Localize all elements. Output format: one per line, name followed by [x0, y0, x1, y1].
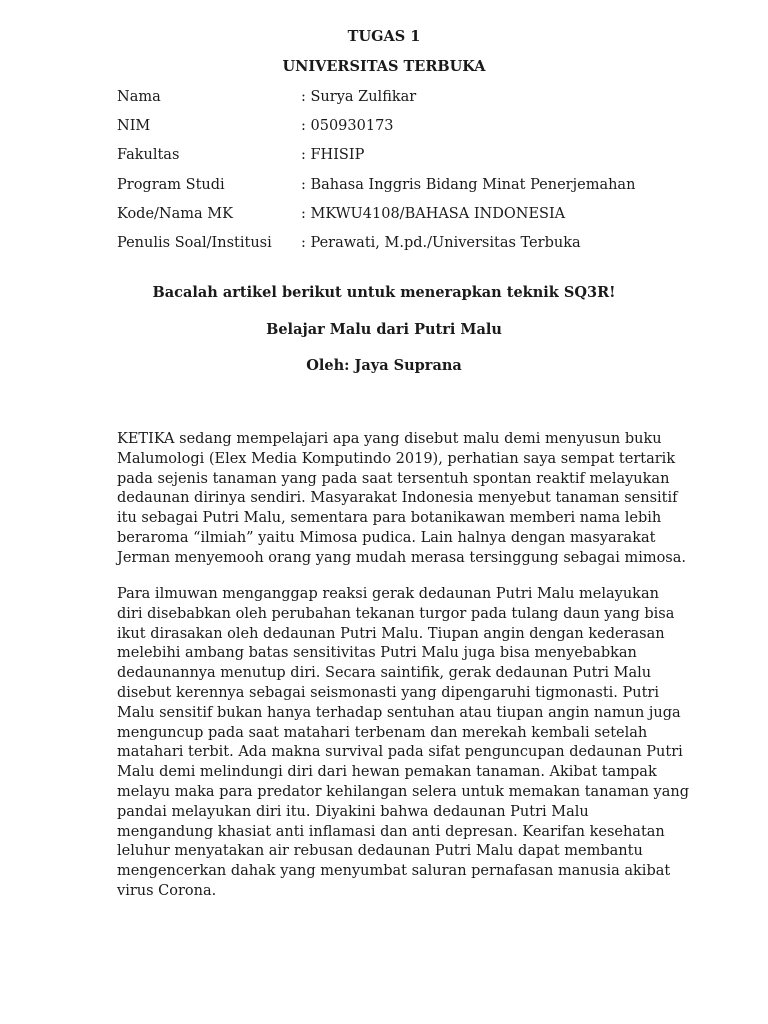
info-label: Program Studi [117, 177, 225, 193]
text-line: melebihi ambang batas sensitivitas Putri Malu juga bisa menyebabkan [117, 645, 637, 662]
text-line: Jerman menyemooh orang yang mudah merasa tersinggung sebagai mimosa. [117, 549, 687, 566]
article-title: Belajar Malu dari Putri Malu [266, 321, 502, 338]
text-line: dedaunan dirinya sendiri. Masyarakat Indonesia menyebut tanaman sensitif [117, 490, 678, 507]
text-line: Malu sensitif bukan hanya terhadap sentuhan atau tiupan angin namun juga [117, 704, 681, 721]
university-name: UNIVERSITAS TERBUKA [282, 58, 486, 75]
info-row-fakultas [117, 145, 677, 165]
text-line: itu sebagai Putri Malu, sementara para botanikawan memberi nama lebih [117, 510, 662, 527]
info-value: : Perawati, M.pd./Universitas Terbuka [301, 235, 581, 251]
info-row-nama [117, 87, 677, 107]
info-value: : Surya Zulfikar [301, 89, 417, 105]
text-line: leluhur menyatakan air rebusan dedaunan Putri Malu dapat membantu [117, 843, 643, 860]
article-paragraph-1 [117, 430, 687, 569]
text-line: mengencerkan dahak yang menyumbat saluran pernafasan manusia akibat [117, 863, 671, 880]
text-line: matahari terbit. Ada makna survival pada sifat penguncupan dedaunan Putri [117, 744, 683, 761]
info-row-program-studi [117, 175, 677, 195]
info-label: Nama [117, 89, 161, 105]
info-label: NIM [117, 118, 151, 134]
text-line: KETIKA sedang mempelajari apa yang disebut malu demi menyusun buku [117, 431, 662, 447]
text-line: virus Corona. [117, 882, 217, 899]
info-label: Fakultas [117, 147, 180, 163]
info-label: Kode/Nama MK [117, 206, 233, 222]
text-line: beraroma “ilmiah” yaitu Mimosa pudica. Lain halnya dengan masyarakat [117, 529, 656, 546]
text-line: menguncup pada saat matahari terbenam dan merekah kembali setelah [117, 724, 648, 741]
info-label: Penulis Soal/Institusi [117, 235, 272, 251]
info-row-penulis-soal [117, 233, 677, 253]
info-row-nim [117, 116, 677, 136]
text-line: diri disebabkan oleh perubahan tekanan turgor pada tulang daun yang bisa [117, 605, 675, 622]
text-line: pada sejenis tanaman yang pada saat tersentuh spontan reaktif melayukan [117, 470, 670, 487]
text-line: melayu maka para predator kehilangan selera untuk memakan tanaman yang [117, 783, 689, 800]
article-paragraph-2 [117, 585, 689, 902]
text-line: ikut dirasakan oleh dedaunan Putri Malu. Tiupan angin dengan kederasan [117, 625, 665, 642]
text-line: mengandung khasiat anti inflamasi dan anti depresan. Kearifan kesehatan [117, 823, 665, 840]
info-row-kode-mk [117, 204, 677, 224]
text-line: Malu demi melindungi diri dari hewan pemakan tanaman. Akibat tampak [117, 764, 657, 781]
article-author: Oleh: Jaya Suprana [306, 357, 462, 374]
info-value: : MKWU4108/BAHASA INDONESIA [301, 206, 566, 222]
text-line: disebut kerennya sebagai seismonasti yang dipengaruhi tigmonasti. Putri [117, 684, 659, 701]
info-value: : Bahasa Inggris Bidang Minat Penerjemahan [301, 177, 636, 193]
info-value: : FHISIP [301, 147, 365, 163]
text-line: Para ilmuwan menganggap reaksi gerak dedaunan Putri Malu melayukan [117, 586, 659, 602]
assignment-title: TUGAS 1 [347, 28, 421, 45]
text-line: pandai melayukan diri itu. Diyakini bahwa dedaunan Putri Malu [117, 803, 589, 820]
info-value: : 050930173 [301, 118, 394, 134]
text-line: Malumologi (Elex Media Komputindo 2019), perhatian saya sempat tertarik [117, 450, 676, 467]
text-line: dedaunannya menutup diri. Secara saintifik, gerak dedaunan Putri Malu [117, 665, 652, 682]
instruction-text: Bacalah artikel berikut untuk menerapkan teknik SQ3R! [152, 284, 616, 301]
